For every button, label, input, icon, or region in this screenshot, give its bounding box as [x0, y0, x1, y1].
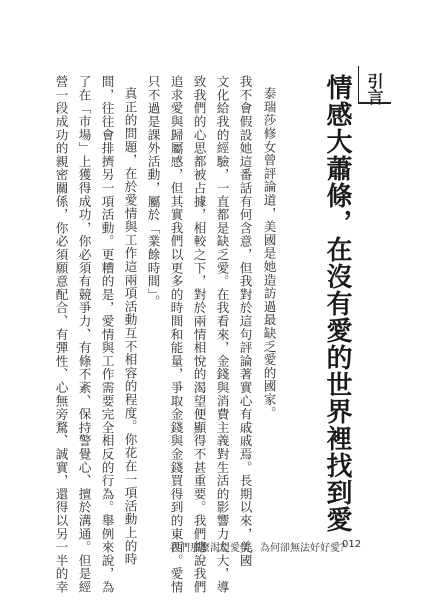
body-text-line: 營一段成功的親密關係，你必須願意配合、有彈性、心無旁騖、誠實，還得以另一半的幸: [53, 75, 69, 594]
body-text-line: 了在「市場」上獲得成功，你必須有競爭力、有條不紊、保持警覺心、擅於溝通。但是經: [76, 75, 92, 594]
body-text-line: 間，往往會排擠另一項活動。更糟的是，愛情與工作需要完全相反的行為。舉例來說，為: [99, 75, 115, 594]
body-text-line: 追求愛與歸屬感，但其實我們以更多的時間和能量，爭取金錢與金錢買得到的東西。愛情: [168, 75, 184, 594]
body-text-line: 文化給我的經驗，一直都是缺乏愛。在我看來，金錢與消費主義對生活的影響力太大，導: [214, 75, 230, 594]
running-footer-title: 我們那麼渴望愛情，為何卻無法好好愛？: [170, 543, 350, 554]
body-text-line: 我不會假設她這番話有何含意，但我對於這句評論著實心有戚戚焉。長期以來，美國: [237, 75, 253, 568]
body-text-line: 致我們的心思都被占據，相較之下，對於兩情相悅的渴望便顯得不甚重要。我們總說我們: [191, 75, 207, 594]
body-text-line: 泰瑞莎修女曾評論道，美國是她造訪過最缺乏愛的國家。: [261, 87, 277, 420]
body-text-line: 真正的問題，在於愛情與工作這兩項活動互不相容的程度。你花在一項活動上的時: [122, 87, 138, 566]
page-number: 012: [342, 539, 362, 550]
chapter-label: 引言: [365, 73, 384, 105]
body-text-line: 只不過是課外活動，屬於「業餘時間」。: [145, 75, 161, 309]
chapter-title: 情感大蕭條，在沒有愛的世界裡找到愛: [322, 74, 352, 533]
